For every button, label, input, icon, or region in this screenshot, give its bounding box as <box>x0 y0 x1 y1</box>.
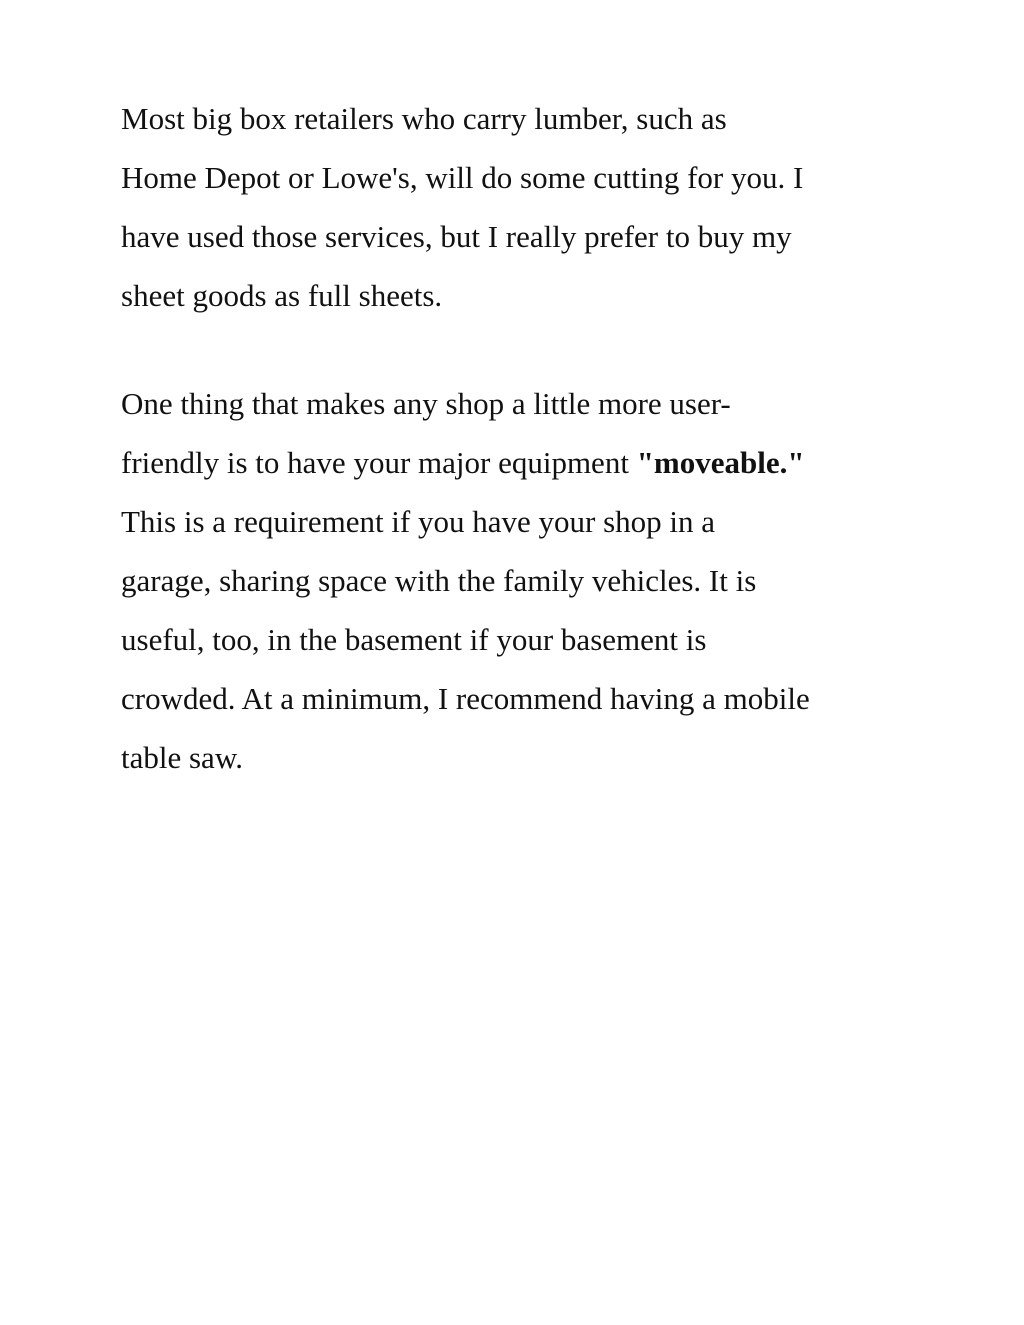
text-line: Home Depot or Lowe's, will do some cutting for you. I <box>121 160 804 195</box>
text-line: One thing that makes any shop a little more user- <box>121 386 731 421</box>
text-segment: friendly is to have your major equipment <box>121 445 637 480</box>
text-line: Most big box retailers who carry lumber, such as <box>121 101 727 136</box>
text-line <box>121 433 911 492</box>
text-line: This is a requirement if you have your shop in a <box>121 504 716 539</box>
text-line: sheet goods as full sheets. <box>121 278 443 313</box>
document-body <box>121 89 911 787</box>
text-line: useful, too, in the basement if your basement is <box>121 622 707 657</box>
text-line: garage, sharing space with the family vehicles. It is <box>121 563 757 598</box>
paragraph-moveable-equipment <box>121 374 911 787</box>
paragraph-lumber-cutting <box>121 89 911 325</box>
bold-emphasis: "moveable." <box>636 445 805 480</box>
text-line: have used those services, but I really prefer to buy my <box>121 219 792 254</box>
text-line: crowded. At a minimum, I recommend having a mobile <box>121 681 810 716</box>
text-line: table saw. <box>121 740 243 775</box>
